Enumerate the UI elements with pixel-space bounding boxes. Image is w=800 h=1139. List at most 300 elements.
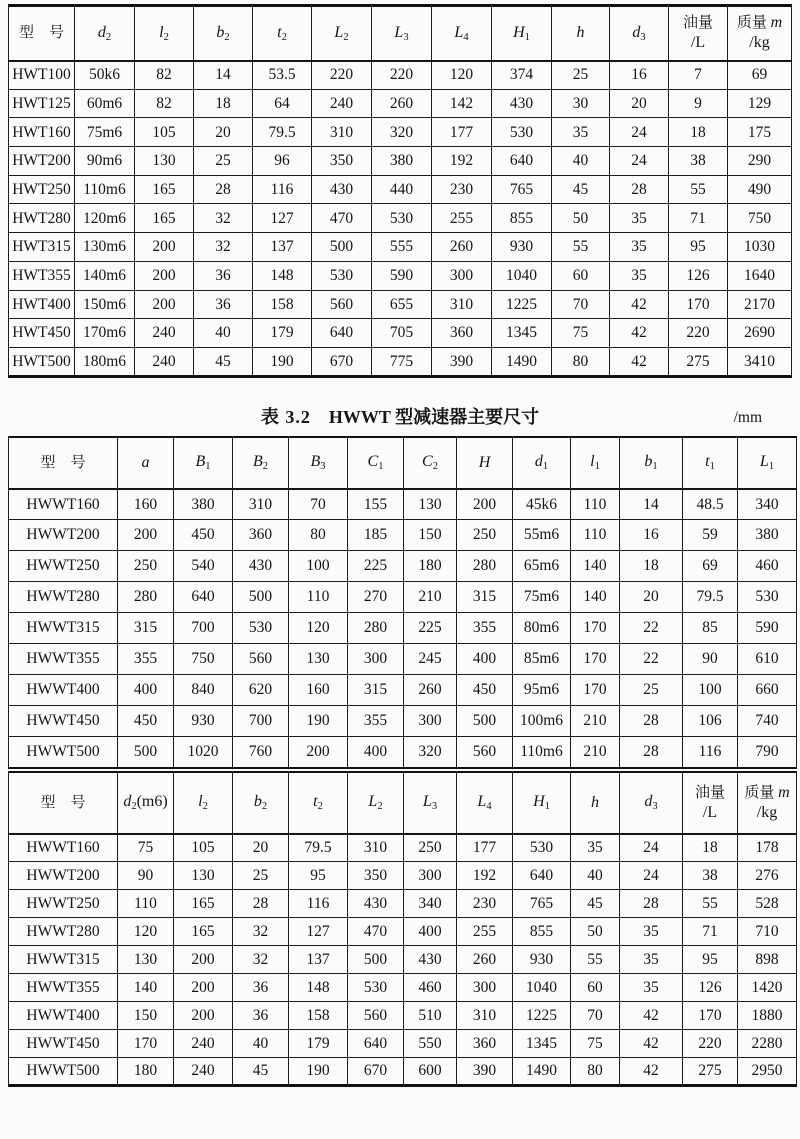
value-cell: 36 <box>233 1002 289 1030</box>
value-cell: 140 <box>571 582 620 613</box>
column-header: 油量 /L <box>683 772 738 834</box>
value-cell: 200 <box>135 261 194 290</box>
value-cell: 560 <box>233 644 289 675</box>
value-cell: 80 <box>289 520 348 551</box>
value-cell: 775 <box>372 347 432 376</box>
value-cell: 59 <box>683 520 738 551</box>
value-cell: 140 <box>118 974 174 1002</box>
value-cell: 70 <box>289 489 348 520</box>
value-cell: 210 <box>571 737 620 768</box>
value-cell: 200 <box>118 520 174 551</box>
table-row <box>9 489 797 520</box>
value-cell: 705 <box>372 319 432 348</box>
value-cell: 190 <box>289 1058 348 1086</box>
column-header: $b_2$ <box>233 772 289 834</box>
value-cell: 500 <box>457 706 513 737</box>
value-cell: 200 <box>135 290 194 319</box>
value-cell: 760 <box>233 737 289 768</box>
value-cell: 400 <box>118 675 174 706</box>
value-cell: 255 <box>432 204 492 233</box>
value-cell: 310 <box>348 834 404 862</box>
value-cell: 170 <box>571 644 620 675</box>
value-cell: 116 <box>683 737 738 768</box>
value-cell: 22 <box>620 644 683 675</box>
table-row <box>9 862 797 890</box>
value-cell: 178 <box>738 834 797 862</box>
column-header: $t_2$ <box>289 772 348 834</box>
value-cell: 95 <box>669 233 728 262</box>
model-column-header: 型 号 <box>9 437 118 489</box>
value-cell: 170m6 <box>75 319 135 348</box>
value-cell: 2950 <box>738 1058 797 1086</box>
model-cell: HWT100 <box>9 61 75 90</box>
value-cell: 340 <box>404 890 457 918</box>
value-cell: 32 <box>194 233 253 262</box>
value-cell: 129 <box>728 89 792 118</box>
table-row <box>9 261 792 290</box>
value-cell: 130 <box>118 946 174 974</box>
model-cell: HWWT500 <box>9 1058 118 1086</box>
value-cell: 55 <box>669 175 728 204</box>
value-cell: 310 <box>233 489 289 520</box>
value-cell: 500 <box>233 582 289 613</box>
value-cell: 105 <box>135 118 194 147</box>
value-cell: 79.5 <box>683 582 738 613</box>
value-cell: 130 <box>135 147 194 176</box>
value-cell: 71 <box>683 918 738 946</box>
table-row <box>9 347 792 376</box>
column-header: $H_1$ <box>513 772 571 834</box>
value-cell: 898 <box>738 946 797 974</box>
value-cell: 400 <box>457 644 513 675</box>
value-cell: 28 <box>620 706 683 737</box>
column-header: $B_1$ <box>174 437 233 489</box>
value-cell: 210 <box>404 582 457 613</box>
column-header: $t_1$ <box>683 437 738 489</box>
value-cell: 260 <box>457 946 513 974</box>
column-header: $d_1$ <box>513 437 571 489</box>
value-cell: 360 <box>457 1030 513 1058</box>
value-cell: 315 <box>118 613 174 644</box>
value-cell: 79.5 <box>289 834 348 862</box>
table-row <box>9 890 797 918</box>
value-cell: 45 <box>194 347 253 376</box>
column-header: $l_2$ <box>135 6 194 61</box>
value-cell: 555 <box>372 233 432 262</box>
value-cell: 165 <box>174 918 233 946</box>
model-cell: HWT400 <box>9 290 75 319</box>
value-cell: 75 <box>552 319 610 348</box>
value-cell: 50k6 <box>75 61 135 90</box>
value-cell: 75m6 <box>75 118 135 147</box>
value-cell: 170 <box>571 675 620 706</box>
hwt-table-header <box>9 6 792 61</box>
value-cell: 55 <box>683 890 738 918</box>
value-cell: 20 <box>610 89 669 118</box>
model-cell: HWT315 <box>9 233 75 262</box>
value-cell: 120 <box>118 918 174 946</box>
header-row <box>9 772 797 834</box>
value-cell: 160 <box>289 675 348 706</box>
value-cell: 530 <box>312 261 372 290</box>
column-header: $L_1$ <box>738 437 797 489</box>
value-cell: 177 <box>432 118 492 147</box>
model-cell: HWWT160 <box>9 834 118 862</box>
value-cell: 200 <box>289 737 348 768</box>
value-cell: 16 <box>620 520 683 551</box>
value-cell: 530 <box>738 582 797 613</box>
value-cell: 82 <box>135 61 194 90</box>
value-cell: 1640 <box>728 261 792 290</box>
model-cell: HWWT280 <box>9 918 118 946</box>
value-cell: 245 <box>404 644 457 675</box>
value-cell: 220 <box>372 61 432 90</box>
value-cell: 80 <box>552 347 610 376</box>
model-cell: HWWT355 <box>9 974 118 1002</box>
value-cell: 530 <box>348 974 404 1002</box>
value-cell: 120 <box>289 613 348 644</box>
value-cell: 610 <box>738 644 797 675</box>
value-cell: 300 <box>348 644 404 675</box>
model-cell: HWT450 <box>9 319 75 348</box>
value-cell: 310 <box>457 1002 513 1030</box>
value-cell: 640 <box>492 147 552 176</box>
value-cell: 90m6 <box>75 147 135 176</box>
value-cell: 250 <box>404 834 457 862</box>
hwwt-dimensions-table-upper <box>8 436 797 769</box>
hwwt-upper-table-header <box>9 437 797 489</box>
value-cell: 700 <box>233 706 289 737</box>
value-cell: 120 <box>432 61 492 90</box>
value-cell: 530 <box>492 118 552 147</box>
value-cell: 170 <box>669 290 728 319</box>
value-cell: 530 <box>372 204 432 233</box>
value-cell: 240 <box>135 347 194 376</box>
table-row <box>9 204 792 233</box>
value-cell: 470 <box>348 918 404 946</box>
value-cell: 528 <box>738 890 797 918</box>
model-cell: HWWT400 <box>9 675 118 706</box>
document-page <box>0 4 800 1139</box>
value-cell: 280 <box>118 582 174 613</box>
value-cell: 390 <box>432 347 492 376</box>
value-cell: 470 <box>312 204 372 233</box>
column-header: $d_2(m6)$ <box>118 772 174 834</box>
value-cell: 260 <box>432 233 492 262</box>
value-cell: 55 <box>552 233 610 262</box>
value-cell: 179 <box>289 1030 348 1058</box>
column-header: H <box>457 437 513 489</box>
value-cell: 60 <box>552 261 610 290</box>
value-cell: 110m6 <box>75 175 135 204</box>
value-cell: 192 <box>432 147 492 176</box>
value-cell: 14 <box>194 61 253 90</box>
column-header: $L_2$ <box>348 772 404 834</box>
value-cell: 126 <box>683 974 738 1002</box>
value-cell: 840 <box>174 675 233 706</box>
value-cell: 70 <box>571 1002 620 1030</box>
value-cell: 355 <box>457 613 513 644</box>
value-cell: 158 <box>289 1002 348 1030</box>
value-cell: 110 <box>571 489 620 520</box>
value-cell: 110 <box>118 890 174 918</box>
value-cell: 90 <box>683 644 738 675</box>
table-row <box>9 551 797 582</box>
value-cell: 35 <box>571 834 620 862</box>
value-cell: 36 <box>194 261 253 290</box>
value-cell: 25 <box>620 675 683 706</box>
value-cell: 24 <box>610 118 669 147</box>
value-cell: 170 <box>683 1002 738 1030</box>
value-cell: 28 <box>620 890 683 918</box>
value-cell: 1490 <box>492 347 552 376</box>
value-cell: 240 <box>312 89 372 118</box>
table-number-label: 表 3.2 <box>260 406 311 427</box>
column-header: $C_2$ <box>404 437 457 489</box>
value-cell: 20 <box>233 834 289 862</box>
table-row <box>9 1030 797 1058</box>
column-header: $L_2$ <box>312 6 372 61</box>
value-cell: 1490 <box>513 1058 571 1086</box>
value-cell: 116 <box>253 175 312 204</box>
value-cell: 275 <box>669 347 728 376</box>
hwwt-lower-table-header <box>9 772 797 834</box>
value-cell: 430 <box>233 551 289 582</box>
value-cell: 50 <box>571 918 620 946</box>
value-cell: 500 <box>312 233 372 262</box>
value-cell: 35 <box>620 918 683 946</box>
value-cell: 740 <box>738 706 797 737</box>
value-cell: 250 <box>118 551 174 582</box>
value-cell: 53.5 <box>253 61 312 90</box>
value-cell: 35 <box>620 974 683 1002</box>
value-cell: 158 <box>253 290 312 319</box>
value-cell: 240 <box>174 1058 233 1086</box>
value-cell: 179 <box>253 319 312 348</box>
value-cell: 350 <box>348 862 404 890</box>
value-cell: 35 <box>610 204 669 233</box>
value-cell: 64 <box>253 89 312 118</box>
value-cell: 460 <box>738 551 797 582</box>
value-cell: 220 <box>683 1030 738 1058</box>
value-cell: 100 <box>289 551 348 582</box>
value-cell: 360 <box>432 319 492 348</box>
table-row <box>9 147 792 176</box>
value-cell: 1030 <box>728 233 792 262</box>
value-cell: 25 <box>194 147 253 176</box>
value-cell: 930 <box>513 946 571 974</box>
value-cell: 640 <box>312 319 372 348</box>
value-cell: 710 <box>738 918 797 946</box>
model-cell: HWT250 <box>9 175 75 204</box>
value-cell: 190 <box>289 706 348 737</box>
column-header: $L_3$ <box>404 772 457 834</box>
value-cell: 150 <box>118 1002 174 1030</box>
value-cell: 225 <box>348 551 404 582</box>
column-header: 质量 m /kg <box>738 772 797 834</box>
value-cell: 1420 <box>738 974 797 1002</box>
value-cell: 55m6 <box>513 520 571 551</box>
hwwt-lower-table-body <box>9 834 797 1086</box>
value-cell: 1225 <box>492 290 552 319</box>
value-cell: 32 <box>233 946 289 974</box>
value-cell: 140 <box>571 551 620 582</box>
column-header: $t_2$ <box>253 6 312 61</box>
value-cell: 155 <box>348 489 404 520</box>
value-cell: 45 <box>233 1058 289 1086</box>
column-header: $d_3$ <box>610 6 669 61</box>
value-cell: 42 <box>620 1058 683 1086</box>
value-cell: 142 <box>432 89 492 118</box>
value-cell: 1020 <box>174 737 233 768</box>
value-cell: 130m6 <box>75 233 135 262</box>
value-cell: 60 <box>571 974 620 1002</box>
value-cell: 69 <box>683 551 738 582</box>
column-header: a <box>118 437 174 489</box>
column-header: $B_2$ <box>233 437 289 489</box>
value-cell: 260 <box>372 89 432 118</box>
header-row <box>9 437 797 489</box>
value-cell: 116 <box>289 890 348 918</box>
value-cell: 28 <box>233 890 289 918</box>
model-cell: HWT500 <box>9 347 75 376</box>
value-cell: 1880 <box>738 1002 797 1030</box>
value-cell: 130 <box>289 644 348 675</box>
value-cell: 100 <box>683 675 738 706</box>
value-cell: 540 <box>174 551 233 582</box>
table-row <box>9 737 797 768</box>
table-row <box>9 290 792 319</box>
value-cell: 500 <box>348 946 404 974</box>
value-cell: 148 <box>289 974 348 1002</box>
value-cell: 750 <box>728 204 792 233</box>
value-cell: 80 <box>571 1058 620 1086</box>
value-cell: 315 <box>348 675 404 706</box>
value-cell: 640 <box>174 582 233 613</box>
table-row <box>9 319 792 348</box>
model-cell: HWWT160 <box>9 489 118 520</box>
value-cell: 35 <box>552 118 610 147</box>
value-cell: 110 <box>289 582 348 613</box>
value-cell: 210 <box>571 706 620 737</box>
value-cell: 110m6 <box>513 737 571 768</box>
column-header: $L_3$ <box>372 6 432 61</box>
value-cell: 35 <box>620 946 683 974</box>
column-header: h <box>552 6 610 61</box>
model-column-header: 型 号 <box>9 6 75 61</box>
value-cell: 38 <box>683 862 738 890</box>
value-cell: 380 <box>372 147 432 176</box>
value-cell: 20 <box>194 118 253 147</box>
value-cell: 36 <box>194 290 253 319</box>
value-cell: 48.5 <box>683 489 738 520</box>
value-cell: 60m6 <box>75 89 135 118</box>
value-cell: 380 <box>738 520 797 551</box>
value-cell: 170 <box>571 613 620 644</box>
table-row <box>9 1058 797 1086</box>
value-cell: 120m6 <box>75 204 135 233</box>
value-cell: 350 <box>312 147 372 176</box>
value-cell: 165 <box>135 204 194 233</box>
value-cell: 765 <box>513 890 571 918</box>
value-cell: 35 <box>610 261 669 290</box>
model-cell: HWWT200 <box>9 520 118 551</box>
value-cell: 36 <box>233 974 289 1002</box>
table-row <box>9 706 797 737</box>
value-cell: 655 <box>372 290 432 319</box>
value-cell: 600 <box>404 1058 457 1086</box>
value-cell: 700 <box>174 613 233 644</box>
hwwt-dimensions-table-lower <box>8 771 797 1088</box>
value-cell: 360 <box>233 520 289 551</box>
value-cell: 85 <box>683 613 738 644</box>
value-cell: 240 <box>174 1030 233 1058</box>
value-cell: 560 <box>348 1002 404 1030</box>
model-cell: HWWT315 <box>9 946 118 974</box>
value-cell: 42 <box>610 319 669 348</box>
value-cell: 640 <box>513 862 571 890</box>
value-cell: 79.5 <box>253 118 312 147</box>
value-cell: 180 <box>404 551 457 582</box>
value-cell: 127 <box>253 204 312 233</box>
value-cell: 2170 <box>728 290 792 319</box>
value-cell: 95 <box>683 946 738 974</box>
value-cell: 280 <box>457 551 513 582</box>
value-cell: 530 <box>513 834 571 862</box>
value-cell: 95 <box>289 862 348 890</box>
model-cell: HWWT355 <box>9 644 118 675</box>
value-cell: 24 <box>620 834 683 862</box>
value-cell: 355 <box>348 706 404 737</box>
value-cell: 855 <box>492 204 552 233</box>
value-cell: 230 <box>432 175 492 204</box>
column-header: $b_1$ <box>620 437 683 489</box>
value-cell: 450 <box>457 675 513 706</box>
value-cell: 137 <box>253 233 312 262</box>
value-cell: 24 <box>620 862 683 890</box>
value-cell: 65m6 <box>513 551 571 582</box>
column-header: $b_2$ <box>194 6 253 61</box>
value-cell: 82 <box>135 89 194 118</box>
value-cell: 185 <box>348 520 404 551</box>
value-cell: 620 <box>233 675 289 706</box>
value-cell: 20 <box>620 582 683 613</box>
table-row <box>9 175 792 204</box>
value-cell: 40 <box>571 862 620 890</box>
model-cell: HWWT250 <box>9 551 118 582</box>
value-cell: 670 <box>312 347 372 376</box>
value-cell: 25 <box>233 862 289 890</box>
value-cell: 55 <box>571 946 620 974</box>
value-cell: 70 <box>552 290 610 319</box>
value-cell: 450 <box>174 520 233 551</box>
value-cell: 640 <box>348 1030 404 1058</box>
value-cell: 1345 <box>492 319 552 348</box>
value-cell: 18 <box>669 118 728 147</box>
value-cell: 127 <box>289 918 348 946</box>
value-cell: 340 <box>738 489 797 520</box>
value-cell: 550 <box>404 1030 457 1058</box>
value-cell: 490 <box>728 175 792 204</box>
table-row <box>9 974 797 1002</box>
model-cell: HWWT200 <box>9 862 118 890</box>
value-cell: 9 <box>669 89 728 118</box>
model-column-header: 型 号 <box>9 772 118 834</box>
value-cell: 430 <box>312 175 372 204</box>
value-cell: 42 <box>610 347 669 376</box>
value-cell: 930 <box>174 706 233 737</box>
value-cell: 300 <box>404 706 457 737</box>
